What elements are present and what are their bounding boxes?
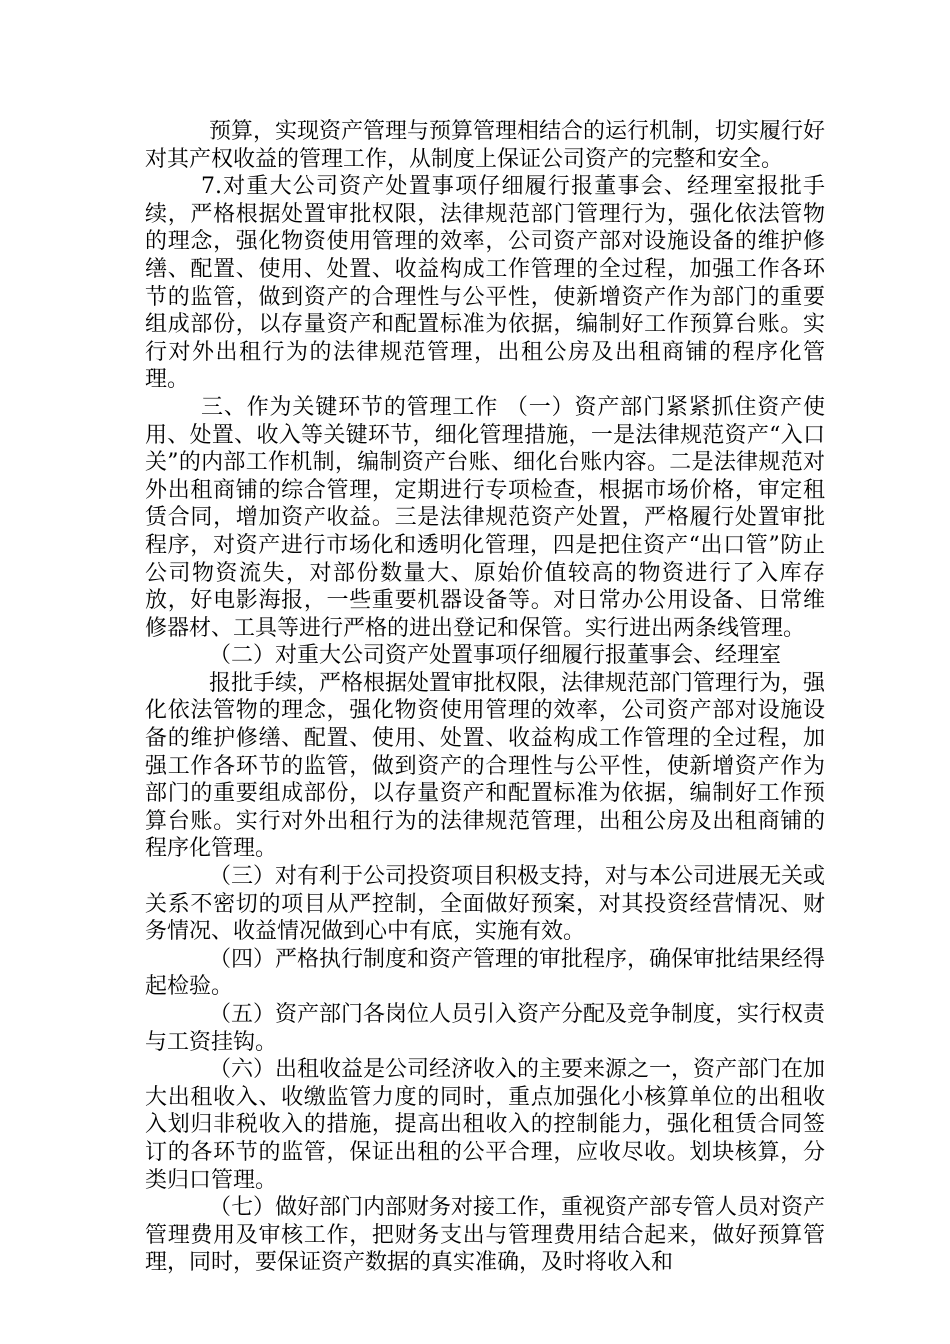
paragraph-budget-continuation: 预算，实现资产管理与预算管理相结合的运行机制，切实履行好对其产权收益的管理工作，从制度上保证公司资产的完整和安全。 — [145, 119, 826, 172]
paragraph-sub-2-body: 报批手续，严格根据处置审批权限，法律规范部门管理行为，强化依法管物的理念，强化物资使用管理的效率，公司资产部对设施设备的维护修缮、配置、使用、处置、收益构成工作管理的全过程，加强工作各环节的监管，做到资产的合理性与公平性，使新增资产作为部门的重要组成部份，以存量资产和配置标准为依据，编制好工作预算台账。实行对外出租行为的法律规范管理，出租公房及出租商铺的程序化管理。 — [145, 670, 826, 862]
paragraph-sub-6: （六）出租收益是公司经济收入的主要来源之一，资产部门在加大出租收入、收缴监管力度的同时，重点加强化小核算单位的出租收入划归非税收入的措施，提高出租收入的控制能力，强化租赁合同签订的各环节的监管，保证出租的公平合理，应收尽收。划块核算，分类归口管理。 — [145, 1057, 826, 1193]
paragraph-item-7: 7.对重大公司资产处置事项仔细履行报董事会、经理室报批手续，严格根据处置审批权限，法律规范部门管理行为，强化依法管物的理念，强化物资使用管理的效率，公司资产部对设施设备的维护修缮、配置、使用、处置、收益构成工作管理的全过程，加强工作各环节的监管，做到资产的合理性与公平性，使新增资产作为部门的重要组成部份，以存量资产和配置标准为依据，编制好工作预算台账。实行对外出租行为的法律规范管理，出租公房及出租商铺的程序化管理。 — [145, 174, 825, 393]
paragraph-sub-5: （五）资产部门各岗位人员引入资产分配及竞争制度，实行权责与工资挂钩。 — [145, 1002, 826, 1055]
paragraph-sub-3: （三）对有利于公司投资项目积极支持，对与本公司进展无关或关系不密切的项目从严控制，全面做好预案，对其投资经营情况、财务情况、收益情况做到心中有底，实施有效。 — [145, 864, 826, 945]
paragraph-sub-7: （七）做好部门内部财务对接工作，重视资产部专管人员对资产管理费用及审核工作，把财务支出与管理费用结合起来，做好预算管理，同时，要保证资产数据的真实准确，及时将收入和 — [145, 1195, 826, 1276]
paragraph-sub-2-heading: （二）对重大公司资产处置事项仔细履行报董事会、经理室 — [209, 643, 782, 669]
document-body — [145, 118, 825, 1277]
paragraph-sub-4: （四）严格执行制度和资产管理的审批程序，确保审批结果经得起检验。 — [145, 946, 826, 1000]
paragraph-section-3: 三、作为关键环节的管理工作 （一）资产部门紧紧抓住资产使用、处置、收入等关键环节，细化管理措施，一是法律规范资产“入口关”的内部工作机制，编制资产台账、细化台账内容。二是法律规范对外出租商铺的综合管理，定期进行专项检查，根据市场价格，审定租赁合同，增加资产收益。三是法律规范资产处置，严格履行处置审批程序，对资产进行市场化和透明化管理，四是把住资产“出口管”防止公司物资流失，对部份数量大、原始价值较高的物资进行了入库存放，好电影海报，一些重要机器设备等。对日常办公用设备、日常维修器材、工具等进行严格的进出登记和保管。实行进出两条线管理。 — [145, 394, 825, 641]
